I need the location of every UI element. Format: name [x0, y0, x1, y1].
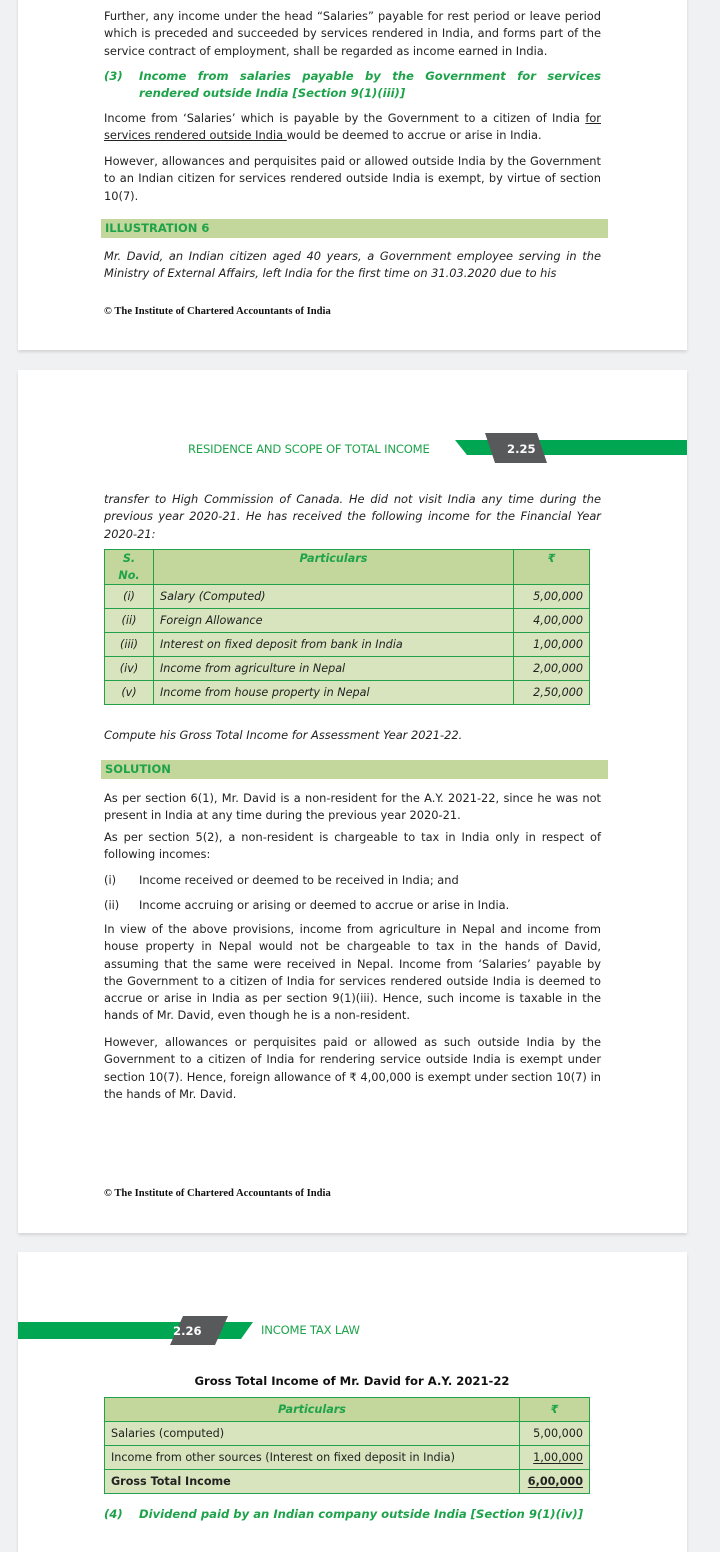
- page-number: 2.26: [173, 1324, 202, 1338]
- header-amount: ₹: [514, 550, 590, 585]
- solution-paragraph-3: In view of the above provisions, income from agriculture in Nepal and income from house property in Nepal would not be chargeable to tax in the hands of David, assuming that the same were received in Nepal. Income from ‘Salaries’ payable by the Government to a citizen of India for services rendered outside India is deemed to accrue or arise in India as per section 9(1)(iii). Hence, such income is taxable in the hands of Mr. David, even though he is a non-resident.: [104, 922, 601, 1023]
- underlined-amount: 6,00,000: [527, 1475, 583, 1488]
- section-number: (3): [104, 69, 123, 83]
- question-text: Compute his Gross Total Income for Assessment Year 2021-22.: [104, 728, 463, 742]
- list-number: (i): [104, 873, 117, 887]
- cell-particular: Income from other sources (Interest on fixed deposit in India): [105, 1446, 520, 1470]
- page-number-ribbon: [18, 1316, 253, 1346]
- cell-sno: (v): [105, 681, 154, 705]
- section-number: (4): [104, 1507, 123, 1521]
- underlined-text: for services rendered outside India: [104, 111, 601, 143]
- list-text: Income received or deemed to be received in India; and: [139, 873, 459, 887]
- cell-amount: 1,00,000: [514, 633, 590, 657]
- text-segment: would be deemed to accrue or arise in India.: [286, 128, 542, 143]
- page-number-ribbon: [455, 433, 687, 463]
- cell-sno: (iv): [105, 657, 154, 681]
- illustration-text: Mr. David, an Indian citizen aged 40 years, a Government employee serving in the Ministry of External Affairs, left India for the first time on 31.03.2020 due to his: [104, 249, 601, 281]
- cell-sno: (i): [105, 585, 154, 609]
- table-row: [105, 657, 590, 681]
- header-amount: ₹: [520, 1398, 590, 1422]
- illustration-label: ILLUSTRATION 6: [101, 219, 608, 238]
- table-row: [105, 681, 590, 705]
- cell-particular: Foreign Allowance: [154, 609, 514, 633]
- cell-particular: Salary (Computed): [154, 585, 514, 609]
- paragraph-allowances-exempt: However, allowances and perquisites paid or allowed outside India by the Government to an Indian citizen for services rendered outside India is exempt, by virtue of section 10(7).: [104, 154, 601, 203]
- cell-particular: Interest on fixed deposit from bank in India: [154, 633, 514, 657]
- list-item: [104, 872, 459, 889]
- table-total-row: [105, 1470, 590, 1494]
- cell-amount: 5,00,000: [520, 1422, 590, 1446]
- text-segment: Income from ‘Salaries’ which is payable by the Government to a citizen of India: [104, 111, 586, 125]
- running-title: RESIDENCE AND SCOPE OF TOTAL INCOME: [188, 442, 430, 456]
- cell-amount: 4,00,000: [514, 609, 590, 633]
- table-row: [105, 585, 590, 609]
- cell-sno: (ii): [105, 609, 154, 633]
- list-number: (ii): [104, 898, 120, 912]
- cell-amount: 5,00,000: [514, 585, 590, 609]
- header-sno: S. No.: [105, 550, 154, 585]
- cell-particular: Income from agriculture in Nepal: [154, 657, 514, 681]
- cell-total-amount: [520, 1470, 590, 1494]
- solution-label: SOLUTION: [101, 760, 608, 779]
- section-3-heading: [104, 68, 601, 102]
- illustration-continuation: transfer to High Commission of Canada. He did not visit India any time during the previous year 2020-21. He has received the following income for the Financial Year 2020-21:: [104, 492, 601, 541]
- cell-amount: [520, 1446, 590, 1470]
- header-particulars: Particulars: [105, 1398, 520, 1422]
- section-title: Dividend paid by an Indian company outside India [Section 9(1)(iv)]: [139, 1507, 584, 1521]
- cell-sno: (iii): [105, 633, 154, 657]
- cell-amount: 2,00,000: [514, 657, 590, 681]
- cell-particular: Income from house property in Nepal: [154, 681, 514, 705]
- paragraph-salaries-rest-period: Further, any income under the head “Salaries” payable for rest period or leave period which is preceded and succeeded by services rendered in India, and forms part of the service contract of employment, shall be regarded as income earned in India.: [104, 9, 601, 58]
- table-row: [105, 609, 590, 633]
- cell-total-label: Gross Total Income: [105, 1470, 520, 1494]
- copyright-footer: © The Institute of Chartered Accountants of India: [104, 306, 331, 317]
- page-number: 2.25: [507, 442, 536, 456]
- solution-paragraph-2: As per section 5(2), a non-resident is chargeable to tax in India only in respect of following incomes:: [104, 830, 601, 862]
- table-row: [105, 1446, 590, 1470]
- table-row: [105, 1422, 590, 1446]
- section-title: Income from salaries payable by the Government for services rendered outside India [Section 9(1)(iii)]: [139, 69, 601, 100]
- table-row: [105, 633, 590, 657]
- underlined-amount: 1,00,000: [533, 1451, 583, 1464]
- cell-particular: Salaries (computed): [105, 1422, 520, 1446]
- running-title: INCOME TAX LAW: [261, 1323, 360, 1337]
- list-item: [104, 897, 509, 914]
- header-particulars: Particulars: [154, 550, 514, 585]
- table-header-row: [105, 1398, 590, 1422]
- copyright-footer: © The Institute of Chartered Accountants of India: [104, 1188, 331, 1199]
- list-text: Income accruing or arising or deemed to accrue or arise in India.: [139, 898, 510, 912]
- cell-amount: 2,50,000: [514, 681, 590, 705]
- table-header-row: [105, 550, 590, 585]
- solution-paragraph-1: As per section 6(1), Mr. David is a non-resident for the A.Y. 2021-22, since he was not present in India at any time during the previous year 2020-21.: [104, 791, 601, 823]
- solution-paragraph-4: However, allowances or perquisites paid or allowed as such outside India by the Government to a citizen of India for rendering service outside India is exempt under section 10(7). Hence, foreign allowance of ₹ 4,00,000 is exempt under section 10(7) in the hands of Mr. David.: [104, 1035, 601, 1101]
- income-table: [104, 549, 590, 705]
- paragraph-govt-salary: [104, 110, 601, 145]
- section-4-heading: [104, 1506, 601, 1523]
- gross-total-income-table: [104, 1397, 590, 1494]
- table-title: Gross Total Income of Mr. David for A.Y. 2021-22: [194, 1374, 510, 1388]
